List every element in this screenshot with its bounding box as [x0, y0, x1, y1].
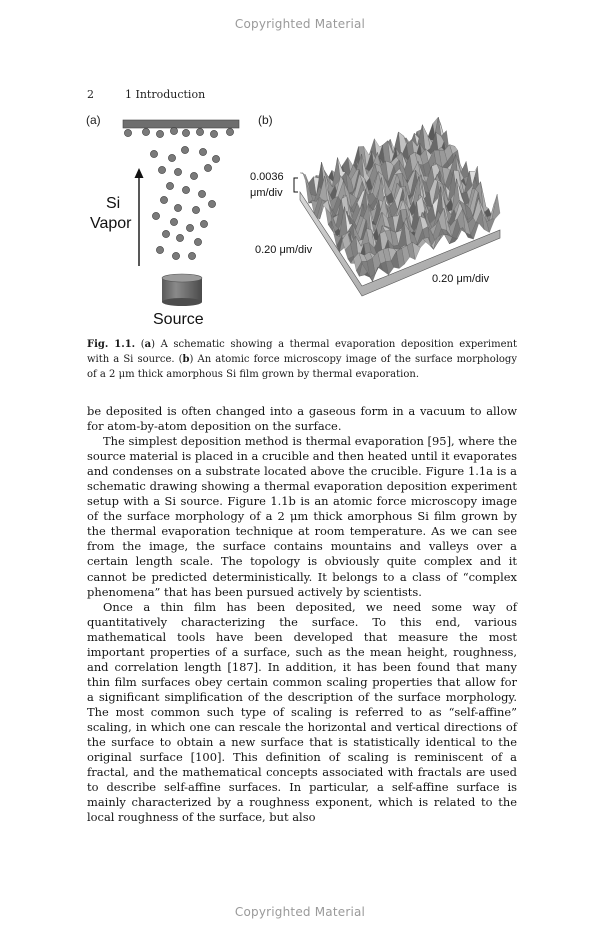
z-scale-value: 0.0036 — [250, 171, 284, 183]
atom — [152, 212, 159, 219]
atom — [194, 238, 201, 245]
atom — [186, 224, 193, 231]
atom — [174, 168, 181, 175]
page-number: 2 — [87, 88, 94, 101]
figure-caption: Fig. 1.1. (a) A schematic showing a thermal evaporation deposition experiment with a Si source. (b) An atomic force microscopy image of the surface morphology of a 2 μm thick amorphous Si film grown by thermal evaporation. — [87, 339, 517, 380]
atom — [124, 129, 131, 136]
figure-1-1 — [80, 110, 520, 330]
watermark-bottom: Copyrighted Material — [234, 905, 366, 919]
watermark-top: Copyrighted Material — [234, 17, 366, 31]
atom — [199, 148, 206, 155]
atom — [158, 166, 165, 173]
atom — [162, 230, 169, 237]
atom — [208, 200, 215, 207]
substrate — [123, 120, 239, 128]
crucible-bottom — [162, 298, 202, 306]
atom — [210, 130, 217, 137]
atom — [192, 206, 199, 213]
atom — [200, 220, 207, 227]
source-label: Source — [153, 311, 204, 328]
atom — [198, 190, 205, 197]
chapter-title: 1 Introduction — [125, 88, 206, 101]
atom — [156, 246, 163, 253]
body-text — [87, 404, 517, 825]
vapor-label-vapor: Vapor — [90, 215, 132, 232]
figure-graphic — [80, 110, 520, 330]
atom — [182, 186, 189, 193]
vapor-label-si: Si — [106, 195, 121, 212]
atom — [190, 172, 197, 179]
running-head — [87, 88, 517, 101]
atom — [168, 154, 175, 161]
atom — [170, 127, 177, 134]
atom — [160, 196, 167, 203]
atom — [156, 130, 163, 137]
atom — [196, 128, 203, 135]
afm-surface — [300, 117, 500, 281]
panel-a-label: (a) — [86, 113, 101, 127]
atom — [212, 155, 219, 162]
paragraph-3: Once a thin film has been deposited, we need some way of quantitatively characterizing the surface. To this end, various mathematical tools have been developed that measure the most important properties of a surface, such as the mean height, roughness, and correlation length [187]. In addition, it has been found that many thin film surfaces obey certain common scaling properties that allow for a significant simplification of the description of the surface morphology. The most common such type of scaling is referred to as “self-affine” scaling, in which one can rescale the horizontal and vertical directions of the surface to obtain a new surface that is statistically identical to the original surface [100]. This definition of scaling is reminiscent of a fractal, and the mathematical concepts associated with fractals are used to describe self-affine surfaces. In particular, a self-affine surface is mainly characterized by a roughness exponent, which is related to the local roughness of the surface, but also — [87, 599, 517, 825]
paragraph-2: The simplest deposition method is thermal evaporation [95], where the source material is placed in a crucible and then heated until it evaporates and condenses on a substrate located above the crucible. Figure 1.1a is a schematic drawing showing a thermal evaporation deposition experiment setup with a Si source. Figure 1.1b is an atomic force microscopy image of the surface morphology of a 2 μm thick amorphous Si film grown by the thermal evaporation technique at room temperature. As we can see from the image, the surface contains mountains and valleys over a certain length scale. The topology is obviously quite complex and it cannot be predicted deterministically. It belongs to a class of “complex phenomena” that has been pursued actively by scientists. — [87, 434, 517, 599]
vapor-atoms — [124, 127, 233, 259]
x-scale-label: 0.20 μm/div — [432, 273, 490, 285]
z-scale-unit: μm/div — [250, 187, 283, 199]
panel-b-label: (b) — [258, 113, 273, 127]
atom — [181, 146, 188, 153]
atom — [226, 128, 233, 135]
z-scale-bracket — [294, 178, 298, 192]
atom — [150, 150, 157, 157]
atom — [166, 182, 173, 189]
atom — [172, 252, 179, 259]
atom — [174, 204, 181, 211]
vapor-arrow-head — [135, 168, 144, 178]
atom — [188, 252, 195, 259]
atom — [142, 128, 149, 135]
paragraph-1: be deposited is often changed into a gaseous form in a vacuum to allow for atom-by-atom deposition on the surface. — [87, 404, 517, 434]
caption-fig-label: Fig. 1.1. — [87, 339, 136, 350]
crucible-top — [162, 274, 202, 282]
atom — [182, 129, 189, 136]
atom — [204, 164, 211, 171]
atom — [170, 218, 177, 225]
atom — [176, 234, 183, 241]
y-scale-label: 0.20 μm/div — [255, 244, 313, 256]
